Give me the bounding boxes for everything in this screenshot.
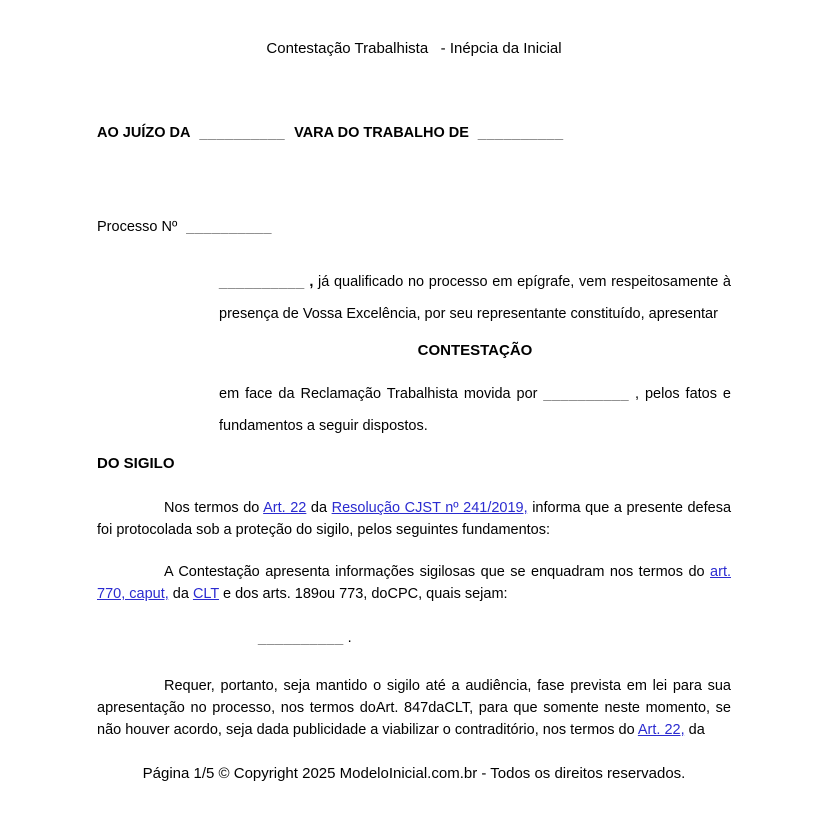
document-title: Contestação Trabalhista - Inépcia da Inicial [266,40,562,57]
nos-termos-text-1: Nos termos do [164,500,264,516]
nos-termos-text-3: informa que a presente defesa foi protocolada sob a proteção do sigilo, pelos seguintes fundamentos: [97,500,732,538]
qualification-paragraph [219,266,731,330]
addressing-blank-1: __________ [199,125,286,141]
art-770-caput-link[interactable]: art. 770, caput, [97,564,731,602]
apresenta-text-3: e dos arts. 189ou 773, doCPC, quais sejam: [219,586,508,602]
requer-paragraph [97,675,731,741]
fundamentos-period: . [343,630,352,646]
clt-link[interactable]: CLT [192,586,219,602]
addressing-line [97,124,731,142]
contestacao-heading: CONTESTAÇÃO [417,342,533,359]
fundamentos-blank-line [258,627,731,649]
sigilo-heading: DO SIGILO [97,455,175,472]
resolucao-cjst-link[interactable]: Resolução CJST nº 241/2019, [331,500,528,516]
nos-termos-paragraph [97,497,731,541]
party-name-blank: __________ [219,274,305,290]
apresenta-paragraph [97,561,731,605]
processo-blank: __________ [186,219,272,235]
processo-label: Processo Nº [97,219,178,235]
requer-text-1: Requer, portanto, seja mantido o sigilo até a audiência, fase prevista em lei para sua apresentação no processo, nos termos doArt. 847daCLT, para que somente neste momento, se não houver acordo, seja dada publicidade a viabilizar o contraditório, nos termos do [97,678,731,738]
qualification-text: já qualificado no processo em epígrafe, vem respeitosamente à presença de Vossa Excelência, por seu representante constituído, apresentar [219,274,731,322]
processo-line [97,218,731,236]
em-face-paragraph [219,378,731,442]
em-face-post: , pelos fatos e fundamentos a seguir dispostos. [219,386,731,434]
apresenta-text-2: da [168,586,193,602]
page-footer: Página 1/5 © Copyright 2025 ModeloInicial.com.br - Todos os direitos reservados. [142,765,686,782]
art-22-link[interactable]: Art. 22 [263,500,307,516]
em-face-pre: em face da Reclamação Trabalhista movida por [219,386,544,402]
addressing-part1: AO JUÍZO DA [97,125,191,141]
art-22-link-2[interactable]: Art. 22, [637,722,685,738]
addressing-blank-2: __________ [477,125,564,141]
nos-termos-text-2: da [306,500,332,516]
apresenta-text-1: A Contestação apresenta informações sigilosas que se enquadram nos termos do [164,564,711,580]
requer-text-2: da [684,722,705,738]
fundamentos-blank: __________ [258,630,344,646]
claimant-name-blank: __________ [543,386,630,402]
addressing-part2: VARA DO TRABALHO DE [294,125,469,141]
qualification-comma: , [304,274,319,290]
